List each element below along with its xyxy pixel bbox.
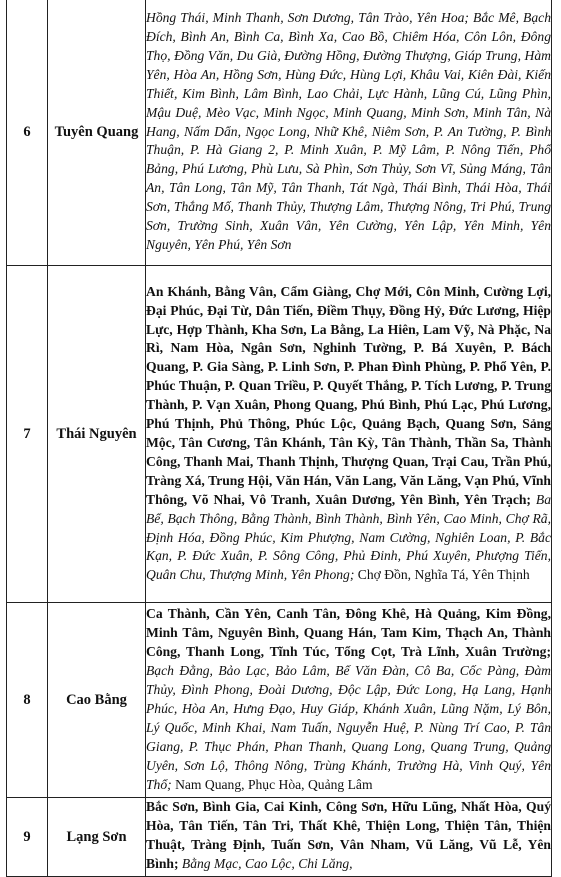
province-name: Tuyên Quang <box>48 0 146 266</box>
row-number: 9 <box>7 798 48 877</box>
commune-list <box>146 0 552 266</box>
province-name: Cao Bằng <box>48 603 146 798</box>
commune-group-bold: An Khánh, Bằng Vân, Cẩm Giàng, Chợ Mới, Côn Minh, Cường Lợi, Đại Phúc, Đại Từ, Dân Tiến, Điềm Thụy, Đồng Hỷ, Đức Lương, Hiệp Lực, Hợp Thành, Kha Sơn, La Bằng, La Hiên, Lam Vỹ, Nà Phặc, Na Rì, Nam Hòa, Ngân Sơn, Nghinh Tường, P. Bá Xuyên, P. Bách Quang, P. Gia Sàng, P. Linh Sơn, P. Phan Đình Phùng, P. Phổ Yên, P. Phúc Thuận, P. Quan Triều, P. Quyết Thắng, P. Tích Lương, P. Trung Thành, P. Vạn Xuân, Phong Quang, Phú Bình, Phú Lạc, Phú Lương, Phú Thịnh, Phủ Thông, Phúc Lộc, Quảng Bạch, Quang Sơn, Sảng Mộc, Tân Cương, Tân Khánh, Tân Kỳ, Tân Thành, Thần Sa, Thành Công, Thanh Mai, Thanh Thịnh, Thượng Quan, Trại Cau, Trần Phú, Tràng Xá, Trung Hội, Văn Hán, Văn Lang, Văn Lăng, Vạn Phú, Vĩnh Thông, Võ Nhai, Vô Tranh, Xuân Dương, Yên Bình, Yên Trạch; <box>146 283 551 507</box>
row-number: 7 <box>7 266 48 603</box>
table-row <box>7 603 552 798</box>
commune-group-italic: Hồng Thái, Minh Thanh, Sơn Dương, Tân Trào, Yên Hoa; Bắc Mê, Bạch Đích, Bình An, Bình Ca, Bình Xa, Cao Bồ, Chiêm Hóa, Côn Lôn, Đông Thọ, Đồng Văn, Du Già, Đường Hồng, Đường Thượng, Giáp Trung, Hàm Yên, Hòa An, Hồng Sơn, Hùng Đức, Hùng Lợi, Khâu Vai, Kiên Đài, Kiến Thiết, Kim Bình, Lâm Bình, Lao Chải, Lực Hành, Lũng Cú, Lũng Phìn, Mậu Duệ, Mèo Vạc, Minh Ngọc, Minh Quang, Minh Sơn, Minh Tân, Nà Hang, Nấm Dẩn, Ngọc Long, Nhữ Khê, Niêm Sơn, P. An Tường, P. Bình Thuận, P. Hà Giang 2, P. Minh Xuân, P. Mỹ Lâm, P. Nông Tiến, Phố Bảng, Phú Lương, Phù Lưu, Sà Phìn, Sơn Thủy, Sơn Vĩ, Sủng Máng, Tân An, Tân Long, Tân Mỹ, Tân Thanh, Tát Ngà, Thái Bình, Thái Hòa, Thái Sơn, Thắng Mố, Thanh Thủy, Thượng Lâm, Thượng Nông, Tri Phú, Trung Sơn, Trường Sinh, Xuân Vân, Yên Cường, Yên Lập, Yên Minh, Yên Nguyên, Yên Phú, Yên Sơn <box>146 10 551 252</box>
commune-group-regular: Nam Quang, Phục Hòa, Quảng Lâm <box>171 776 373 792</box>
commune-group-bold: Bắc Sơn, Bình Gia, Cai Kinh, Công Sơn, Hữu Lũng, Nhất Hòa, Quý Hòa, Tân Tiến, Tân Tri, Thất Khê, Thiện Long, Thiện Tân, Thiện Thuật, Tràng Định, Tuấn Sơn, Vân Nham, Vũ Lăng, Vũ Lễ, Yên Bình; <box>146 799 551 871</box>
commune-list <box>146 266 552 603</box>
commune-group-regular: Chợ Đồn, Nghĩa Tá, Yên Thịnh <box>354 567 530 583</box>
province-name: Lạng Sơn <box>48 798 146 877</box>
commune-group-italic: Bằng Mạc, Cao Lộc, Chi Lăng, <box>178 855 353 871</box>
table-row <box>7 266 552 603</box>
commune-list <box>146 798 552 877</box>
row-number: 6 <box>7 0 48 266</box>
province-name: Thái Nguyên <box>48 266 146 603</box>
commune-group-italic: Ba Bể, Bạch Thông, Bằng Thành, Bình Thành, Bình Yên, Cao Minh, Chợ Rã, Định Hóa, Đồng Phúc, Kim Phượng, Nam Cường, Nghiên Loan, P. Bắc Kạn, P. Đức Xuân, P. Sông Công, Phủ Đinh, Phú Xuyên, Phượng Tiến, Quân Chu, Thượng Minh, Yên Phong; <box>146 491 551 583</box>
commune-group-bold: Ca Thành, Cần Yên, Canh Tân, Đông Khê, Hà Quảng, Kim Đồng, Minh Tâm, Nguyên Bình, Quang Hán, Tam Kim, Thạch An, Thành Công, Thanh Long, Tĩnh Túc, Tổng Cọt, Trà Lĩnh, Xuân Trường; <box>146 606 551 660</box>
table-row <box>7 798 552 877</box>
provinces-table <box>6 0 552 877</box>
commune-list <box>146 603 552 798</box>
table-row <box>7 0 552 266</box>
row-number: 8 <box>7 603 48 798</box>
commune-group-italic: Bạch Đằng, Bảo Lạc, Bảo Lâm, Bế Văn Đàn, Cô Ba, Cốc Pàng, Đàm Thủy, Đình Phong, Đoài Dương, Độc Lập, Đức Long, Hạ Lang, Hạnh Phúc, Hòa An, Hưng Đạo, Huy Giáp, Khánh Xuân, Lũng Nặm, Lý Bôn, Lý Quốc, Minh Khai, Nam Tuấn, Nguyễn Huệ, P. Nùng Trí Cao, P. Tân Giang, P. Thục Phán, Phan Thanh, Quang Long, Quang Trung, Quảng Uyên, Sơn Lộ, Thông Nông, Trùng Khánh, Trường Hà, Vinh Quý, Yên Thổ; <box>146 663 551 792</box>
